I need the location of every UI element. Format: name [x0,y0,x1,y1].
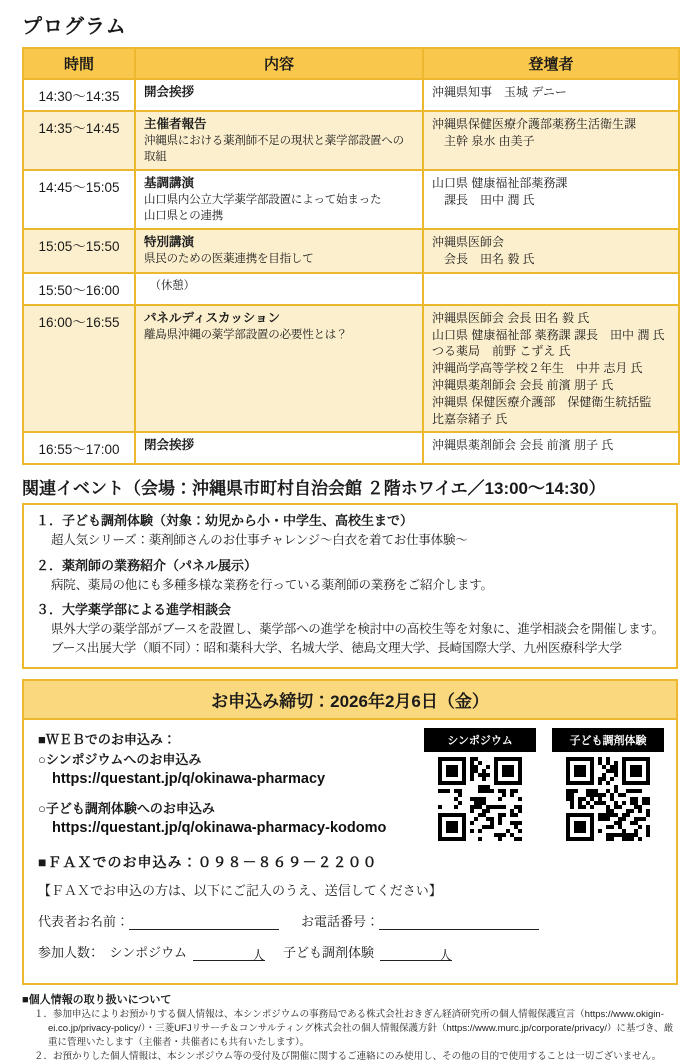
speaker-line: 会長 田名 毅 氏 [432,251,535,266]
participants-kodomo-label: 子ども調剤体験 [283,945,375,961]
fax-apply-heading: ■ＦＡＸでのお申込み：０９８－８６９－２２００ [38,854,378,871]
qr-code-area [424,728,664,846]
related-events-heading: 関連イベント（会場：沖縄県市町村自治会館 ２階ホワイエ／13:00～14:30） [22,479,606,499]
related-event-title: ３．大学薬学部による進学相談会 [36,602,232,618]
speaker-cell [423,305,679,433]
privacy-items [22,1008,678,1063]
application-deadline-banner: お申込み締切：2026年2月6日（金） [24,681,676,720]
qr-label: 子ども調剤体験 [552,728,664,752]
phone-number-label: お電話番号： [301,914,380,930]
speaker-line: 沖縄県医師会 [432,235,505,250]
speaker-cell [423,432,679,464]
speaker-line: 比嘉奈緒子 氏 [432,411,508,426]
session-detail: 離島県沖縄の薬学部設置の必要性とは？ [144,328,348,341]
time-cell: 16:00～16:55 [23,305,135,433]
time-cell: 14:35～14:45 [23,111,135,170]
column-header-1: 内容 [135,48,423,79]
speaker-cell [423,79,679,111]
application-box [22,679,678,986]
speaker-cell [423,111,679,170]
web-link-url[interactable]: https://questant.jp/q/okinawa-pharmacy [52,771,326,788]
time-cell: 15:05～15:50 [23,229,135,273]
session-title: 特別講演 [144,235,195,250]
session-detail: （休憩） [144,279,195,292]
related-event-detail: ブース出展大学（順不同）：昭和薬科大学、名城大学、徳島文理大学、長崎国際大学、九州医療科学大学 [51,641,622,656]
privacy-item: １．参加申込によりお預かりする個人情報は、本シンポジウムの事務局である株式会社おきぎん経済研究所の個人情報保護宣言（https://www.okigin-ei.co.jp/privacy-policy/）・三菱UFJリサーチ＆コンサルティング株式会社の個人情報保護方針（https://www.murc.jp/corporate/privacy/）に基づき、厳重に管理いたします（主催者・共催者にも共有いたします）。 [34,1009,674,1048]
speaker-line: 沖縄県 保健医療介護部 保健衛生統括監 [432,394,652,409]
session-detail: 山口県内公立大学薬学部設置によって始まった [144,193,382,206]
session-detail: 沖縄県における薬剤師不足の現状と薬学部設置への取組 [144,134,404,163]
table-row [23,305,679,433]
qr-code-image [566,757,650,846]
session-title: 開会挨拶 [144,85,195,99]
content-cell [135,432,423,464]
speaker-line: 主幹 泉水 由美子 [432,133,535,148]
application-content [24,720,676,984]
participants-symposium-label: 参加人数： シンポジウム [38,945,188,961]
content-cell [135,305,423,433]
related-event-detail: 超人気シリーズ：薬剤師さんのお仕事チャレンジ～白衣を着てお仕事体験～ [51,533,468,548]
program-table-header-row [23,48,679,79]
qr-code-image [438,757,522,846]
qr-label: シンポジウム [424,728,536,752]
qr-block [424,728,536,846]
related-event-item [36,601,664,657]
web-apply-heading: ■ＷＥＢでのお申込み： [38,731,176,747]
qr-block [552,728,664,846]
related-event-item [36,557,664,595]
privacy-heading: ■個人情報の取り扱いについて [22,994,172,1007]
fax-instruction-note: 【ＦＡＸでお申込の方は、以下にご記入のうえ、送信してください】 [38,883,442,899]
program-table [22,47,680,465]
speaker-cell [423,229,679,273]
representative-name-label: 代表者お名前： [38,914,130,930]
page-title: プログラム [22,16,127,38]
time-cell: 14:30～14:35 [23,79,135,111]
time-cell: 16:55～17:00 [23,432,135,464]
time-cell: 15:50～16:00 [23,273,135,305]
related-event-item [36,512,664,550]
content-cell [135,111,423,170]
symposium-count-field: 人 [193,945,265,961]
speaker-line: つる薬局 前野 こずえ 氏 [432,344,571,359]
table-row [23,273,679,305]
column-header-2: 登壇者 [423,48,679,79]
related-event-detail: 病院、薬局の他にも多種多様な業務を行っている薬剤師の業務をご紹介します。 [51,577,493,592]
speaker-line: 沖縄県医師会 会長 田名 毅 氏 [432,310,590,325]
content-cell [135,170,423,229]
speaker-line: 沖縄県保健医療介護部薬務生活衛生課 [432,117,637,131]
related-event-detail: 県外大学の薬学部がブースを設置し、薬学部への進学を検討中の高校生等を対象に、進学相談会を開催します。 [51,622,665,637]
speaker-cell [423,170,679,229]
content-cell [135,229,423,273]
speaker-line: 沖縄県知事 玉城 デニー [432,85,567,99]
column-header-0: 時間 [23,48,135,79]
speaker-line: 沖縄県薬剤師会 会長 前濱 朋子 氏 [432,377,614,392]
session-detail: 県民のための医薬連携を目指して [144,253,314,265]
related-events-box [22,503,678,669]
session-title: 閉会挨拶 [144,438,195,453]
representative-name-field [129,914,279,930]
session-title: 主催者報告 [144,117,207,131]
related-event-title: ２．薬剤師の業務紹介（パネル展示） [36,557,258,573]
speaker-line: 課長 田中 潤 氏 [432,192,535,207]
session-title: パネルディスカッション [144,310,281,325]
form-row-name-phone [38,911,662,930]
table-row [23,79,679,111]
phone-number-field [379,914,539,930]
table-row [23,170,679,229]
privacy-section [22,991,678,1063]
speaker-line: 沖縄県薬剤師会 会長 前濱 朋子 氏 [432,438,614,453]
table-row [23,111,679,170]
web-link-url[interactable]: https://questant.jp/q/okinawa-pharmacy-kodomo [52,820,387,837]
kodomo-count-field: 人 [380,945,452,961]
speaker-cell [423,273,679,305]
related-event-title: １．子ども調剤体験（対象：幼児から小・中学生、高校生まで） [36,513,414,529]
form-row-counts [38,942,662,964]
speaker-line: 沖縄尚学高等学校２年生 中井 志月 氏 [432,361,643,376]
web-link-label: ○シンポジウムへのお申込み [38,751,202,767]
time-cell: 14:45～15:05 [23,170,135,229]
web-link-label: ○子ども調剤体験へのお申込み [38,800,215,816]
session-title: 基調講演 [144,176,195,191]
content-cell [135,273,423,305]
session-detail: 山口県との連携 [144,210,224,223]
table-row [23,432,679,464]
content-cell [135,79,423,111]
table-row [23,229,679,273]
speaker-line: 山口県 健康福祉部 薬務課 課長 田中 潤 氏 [432,327,665,342]
privacy-item: ２．お預かりした個人情報は、本シンポジウム等の受付及び開催に関するご連絡にのみ使用し、その他の目的で使用することは一切ございません。 [34,1050,662,1062]
speaker-line: 山口県 健康福祉部薬務課 [432,176,568,191]
